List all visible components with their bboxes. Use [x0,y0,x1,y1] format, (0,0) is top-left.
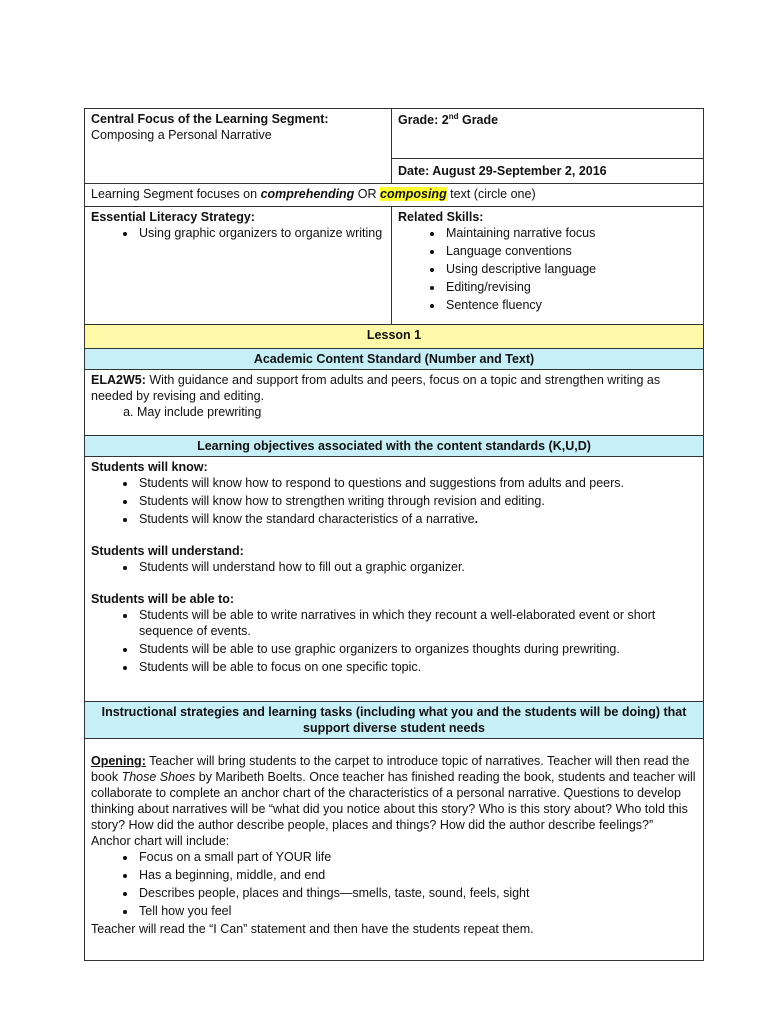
list-item: • Focus on a small part of YOUR life [137,849,697,865]
central-focus-label: Central Focus of the Learning Segment: [91,112,329,126]
list-item: • Students will know how to strengthen writing through revision and editing. [137,493,697,509]
focus-suffix: text (circle one) [446,187,536,201]
skills-list [398,225,697,313]
grade-prefix: Grade: 2 [398,113,449,127]
anchor-label: Anchor chart will include: [91,834,230,848]
instruction-heading: Instructional strategies and learning tasks (including what you and the students will be doing) that support diverse student needs [85,702,704,739]
grade-sup: nd [448,111,459,121]
strategy-list [91,225,385,241]
skills-label: Related Skills: [398,210,484,224]
standard-text: With guidance and support from adults and peers, focus on a topic and strengthen writing as needed by revising and editing. [91,373,661,403]
central-focus-cell [85,109,392,184]
grade-cell [392,109,704,159]
instruction-cell [85,739,704,961]
opening-text-2: by Maribeth Boelts. Once teacher has finished reading the book, students and teacher will collaborate to complete an anchor chart of the characteristics of a personal narrative. Questions to develop thinking about narratives will be “what did you notice about this story? Who is this story about? Who told this story? How did the author describe people, places and things? How did the author describe feelings?” [91,770,696,832]
date-text: Date: August 29-September 2, 2016 [398,164,607,178]
list-item: • Students will be able to use graphic organizers to organizes thoughts during prewriting. [137,641,697,657]
know-list [91,475,697,527]
list-item: • Editing/revising [444,279,697,295]
standard-sublist [91,404,697,420]
list-item: • Students will be able to write narratives in which they recount a well-elaborated event or short sequence of events. [137,607,697,639]
date-cell [392,159,704,184]
lesson-title: Lesson 1 [85,325,704,349]
understand-label: Students will understand: [91,544,244,558]
list-item: • Using graphic organizers to organize writing [137,225,385,241]
know-label: Students will know: [91,460,208,474]
objectives-cell [85,457,704,702]
list-item: • Language conventions [444,243,697,259]
focus-option-comprehending: comprehending [260,187,355,201]
able-label: Students will be able to: [91,592,235,606]
list-item [137,511,697,527]
standard-code: ELA2W5: [91,373,146,387]
opening-paragraph [91,753,697,833]
list-item-period: . [474,512,479,526]
understand-list [91,559,697,575]
focus-prefix: Learning Segment focuses on [91,187,261,201]
list-item: • Students will understand how to fill out a graphic organizer. [137,559,697,575]
standard-text-block [91,372,697,404]
closing-text: Teacher will read the “I Can” statement and then have the students repeat them. [91,922,534,936]
focus-or: OR [354,187,381,201]
list-item: • Students will know how to respond to questions and suggestions from adults and peers. [137,475,697,491]
focus-option-composing: composing [380,187,447,201]
skills-cell [392,207,704,325]
list-item: a. May include prewriting [137,404,697,420]
strategy-cell [85,207,392,325]
opening-label: Opening: [91,754,146,768]
list-item: • Describes people, places and things—smells, taste, sound, feels, sight [137,885,697,901]
opening-text-1: Teacher will bring students to the carpet to introduce topic of narratives. Teacher will then read the book [91,754,690,784]
list-item: • Has a beginning, middle, and end [137,867,697,883]
strategy-label: Essential Literacy Strategy: [91,210,255,224]
book-title: Those Shoes [121,770,196,784]
list-item: • Using descriptive language [444,261,697,277]
able-list [91,607,697,675]
list-item: • Students will be able to focus on one specific topic. [137,659,697,675]
list-item: • Maintaining narrative focus [444,225,697,241]
focus-line-cell [85,184,704,207]
grade-suffix: Grade [458,113,499,127]
list-item: • Tell how you feel [137,903,697,919]
objectives-heading: Learning objectives associated with the content standards (K,U,D) [85,436,704,457]
list-item-text: Students will know the standard characteristics of a narrative [139,512,475,526]
standard-cell [85,370,704,436]
anchor-list [91,849,697,919]
lesson-plan-table [84,108,704,961]
list-item: • Sentence fluency [444,297,697,313]
standard-heading: Academic Content Standard (Number and Text) [85,349,704,370]
central-focus-value: Composing a Personal Narrative [91,128,272,142]
